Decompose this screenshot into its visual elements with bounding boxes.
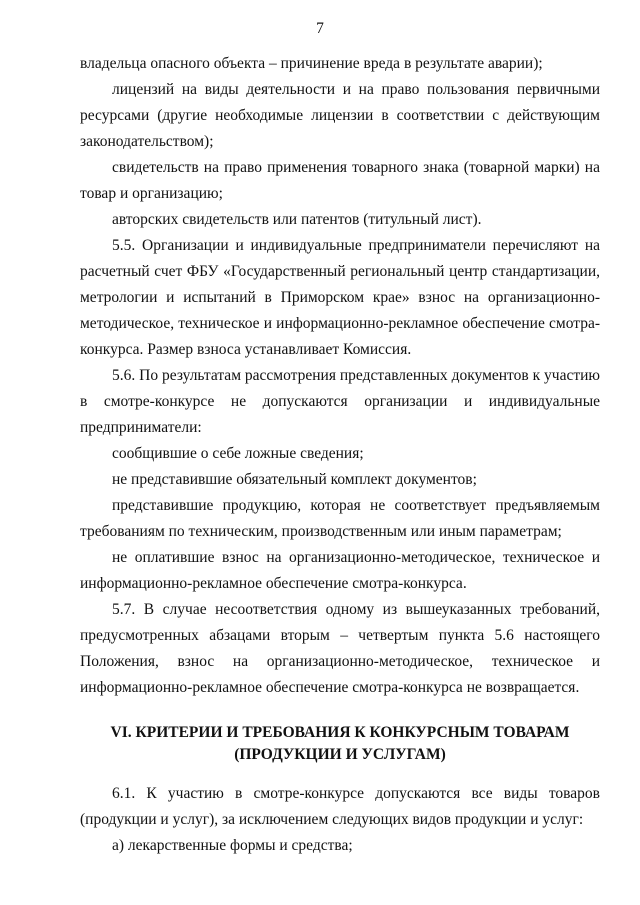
paragraph-hazard-owner: владельца опасного объекта – причинение вреда в результате аварии); xyxy=(80,55,543,72)
list-item-unpaid-fee: не оплатившие взнос на организационно-методическое, техническое и информационно-рекламное обеспечение смотра-конкурса. xyxy=(80,549,600,592)
paragraph-5-7: 5.7. В случае несоответствия одному из вышеуказанных требований, предусмотренных абзацами вторым – четвертым пункта 5.6 настоящего Положения, взнос на организационно-методическое, техническое и информационно-рекламное обеспечение смотра-конкурса не возвращается. xyxy=(80,601,600,696)
page-number: 7 xyxy=(316,20,324,37)
list-item-nonconforming: представившие продукцию, которая не соответствует предъявляемым требованиям по техническим, производственным или иным параметрам; xyxy=(80,497,600,540)
paragraph-patents: авторских свидетельств или патентов (титульный лист). xyxy=(112,211,482,228)
section-heading-line-2: (ПРОДУКЦИИ И УСЛУГАМ) xyxy=(234,746,446,763)
list-item-false-info: сообщившие о себе ложные сведения; xyxy=(112,445,364,462)
paragraph-6-1: 6.1. К участию в смотре-конкурсе допускаются все виды товаров (продукции и услуг), за исключением следующих видов продукции и услуг: xyxy=(80,785,600,828)
list-item-medicines: а) лекарственные формы и средства; xyxy=(112,837,353,854)
list-item-missing-docs: не представившие обязательный комплект документов; xyxy=(112,471,477,488)
paragraph-licenses: лицензий на виды деятельности и на право пользования первичными ресурсами (другие необходимые лицензии в соответствии с действующим законодательством); xyxy=(80,81,600,150)
paragraph-trademark: свидетельств на право применения товарного знака (товарной марки) на товар и организацию; xyxy=(80,159,600,202)
paragraph-5-6: 5.6. По результатам рассмотрения представленных документов к участию в смотре-конкурсе не допускаются организации и индивидуальные предприниматели: xyxy=(80,367,600,436)
section-heading-line-1: VI. КРИТЕРИИ И ТРЕБОВАНИЯ К КОНКУРСНЫМ ТОВАРАМ xyxy=(110,724,570,741)
paragraph-5-5: 5.5. Организации и индивидуальные предприниматели перечисляют на расчетный счет ФБУ «Государственный региональный центр стандартизации, метрологии и испытаний в Приморском крае» взнос на организационно-методическое, техническое и информационно-рекламное обеспечение смотра-конкурса. Размер взноса устанавливает Комиссия. xyxy=(80,237,600,358)
